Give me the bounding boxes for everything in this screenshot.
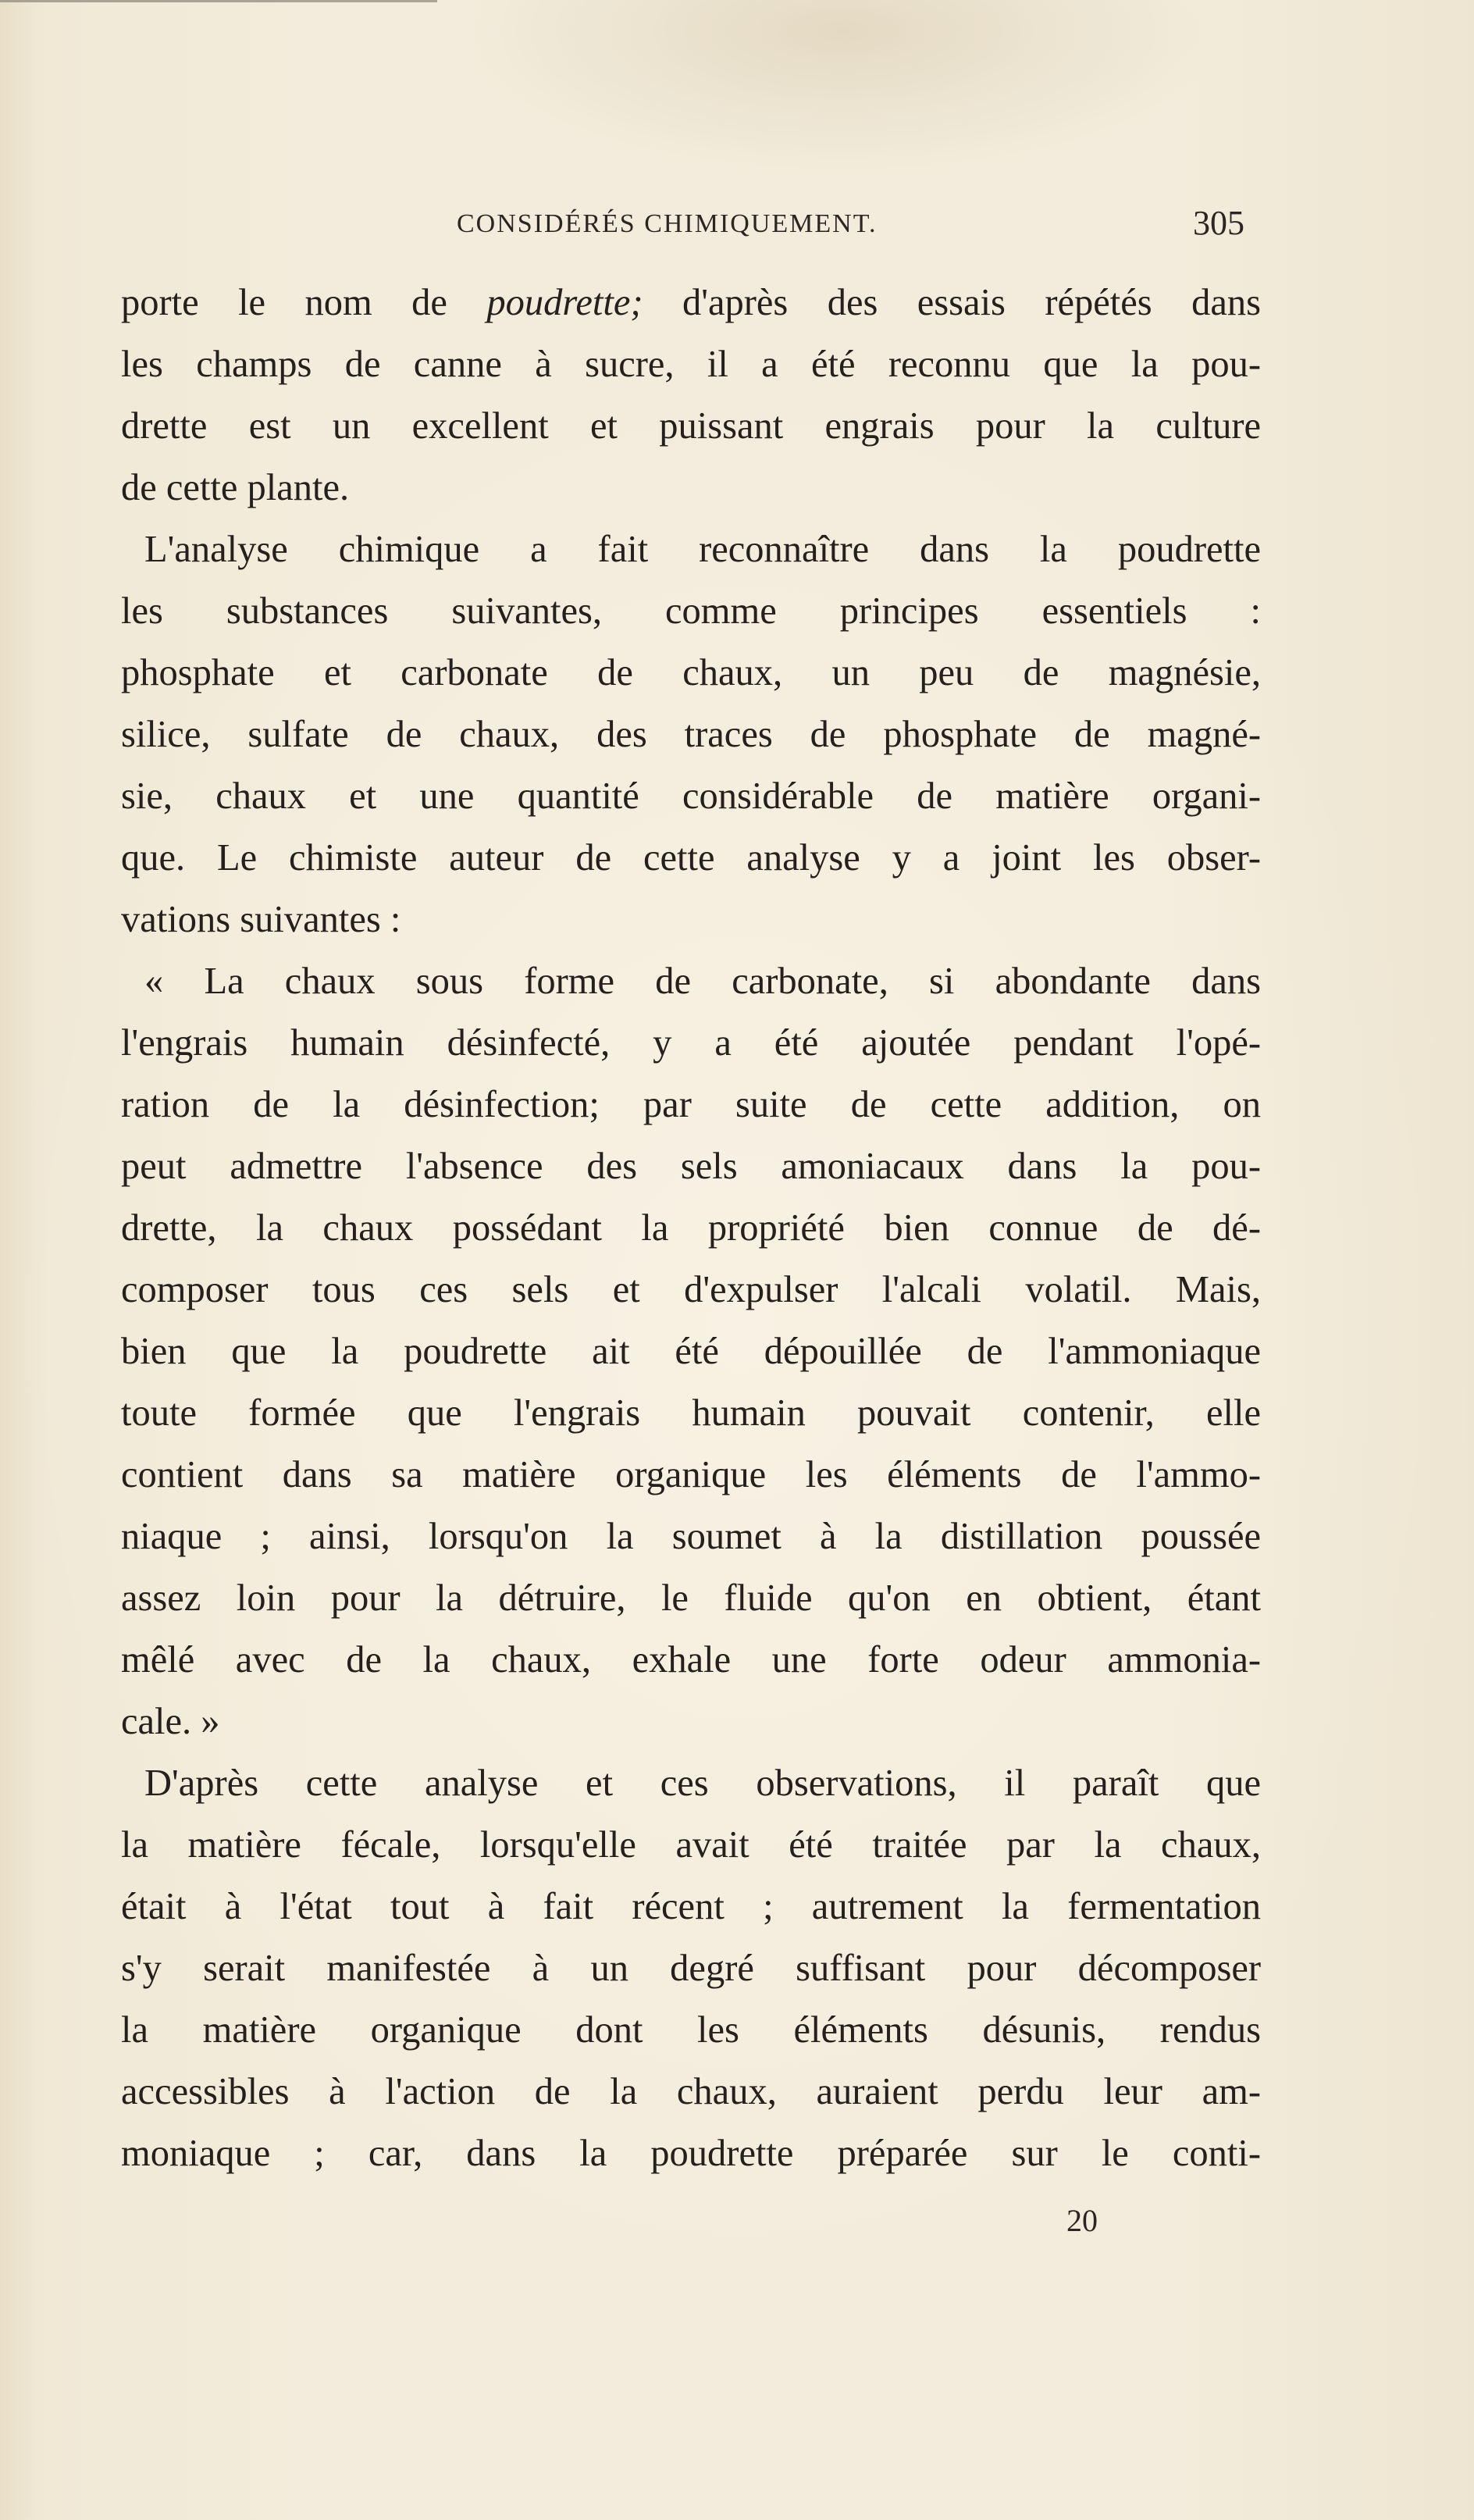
text-line: moniaque ; car, dans la poudrette préparée sur le conti- (121, 2133, 1261, 2174)
text-line: l'engrais humain désinfecté, y a été ajoutée pendant l'opé- (121, 1022, 1261, 1064)
text-line: porte le nom de poudrette; d'après des essais répétés dans (121, 282, 1261, 323)
text-line: de cette plante. (121, 467, 350, 508)
text-line: que. Le chimiste auteur de cette analyse y a joint les obser- (121, 837, 1261, 879)
italic-term: poudrette; (486, 282, 643, 323)
signature-mark: 20 (1066, 2203, 1098, 2238)
text-line: vations suivantes : (121, 899, 401, 940)
text-line: s'y serait manifestée à un degré suffisant pour décomposer (121, 1948, 1261, 1989)
text-line: D'après cette analyse et ces observations, il paraît que (144, 1763, 1261, 1804)
text-line: la matière organique dont les éléments désunis, rendus (121, 2009, 1261, 2051)
text-line: les substances suivantes, comme principes essentiels : (121, 590, 1261, 632)
page-header (0, 204, 1474, 256)
text-line: sie, chaux et une quantité considérable de matière organi- (121, 775, 1261, 817)
text-line: bien que la poudrette ait été dépouillée de l'ammoniaque (121, 1331, 1261, 1372)
page-number: 305 (1193, 204, 1244, 242)
text-line: les champs de canne à sucre, il a été reconnu que la pou- (121, 344, 1261, 385)
text-line: accessibles à l'action de la chaux, auraient perdu leur am- (121, 2071, 1261, 2112)
text-line: L'analyse chimique a fait reconnaître dans la poudrette (144, 529, 1261, 570)
text-line: niaque ; ainsi, lorsqu'on la soumet à la distillation poussée (121, 1516, 1261, 1557)
text-line: peut admettre l'absence des sels amoniacaux dans la pou- (121, 1146, 1261, 1187)
text-line: drette est un excellent et puissant engrais pour la culture (121, 405, 1261, 447)
text-line: « La chaux sous forme de carbonate, si abondante dans (144, 961, 1261, 1002)
text-line: était à l'état tout à fait récent ; autrement la fermentation (121, 1886, 1261, 1927)
text-line: drette, la chaux possédant la propriété bien connue de dé- (121, 1207, 1261, 1249)
text-line: toute formée que l'engrais humain pouvait contenir, elle (121, 1392, 1261, 1434)
text-line: contient dans sa matière organique les éléments de l'ammo- (121, 1454, 1261, 1495)
text-line: mêlé avec de la chaux, exhale une forte odeur ammonia- (121, 1639, 1261, 1681)
body-text (121, 272, 1261, 2184)
text-line: ration de la désinfection; par suite de cette addition, on (121, 1084, 1261, 1125)
text-line: phosphate et carbonate de chaux, un peu de magnésie, (121, 652, 1261, 693)
text-line: assez loin pour la détruire, le fluide qu'on en obtient, étant (121, 1577, 1261, 1619)
top-rule (0, 0, 437, 2)
text-line: la matière fécale, lorsqu'elle avait été traitée par la chaux, (121, 1824, 1261, 1866)
text-line: cale. » (121, 1701, 220, 1742)
text-line: composer tous ces sels et d'expulser l'alcali volatil. Mais, (121, 1269, 1261, 1310)
text-line: silice, sulfate de chaux, des traces de phosphate de magné- (121, 714, 1261, 755)
running-head: CONSIDÉRÉS CHIMIQUEMENT. (457, 209, 878, 238)
